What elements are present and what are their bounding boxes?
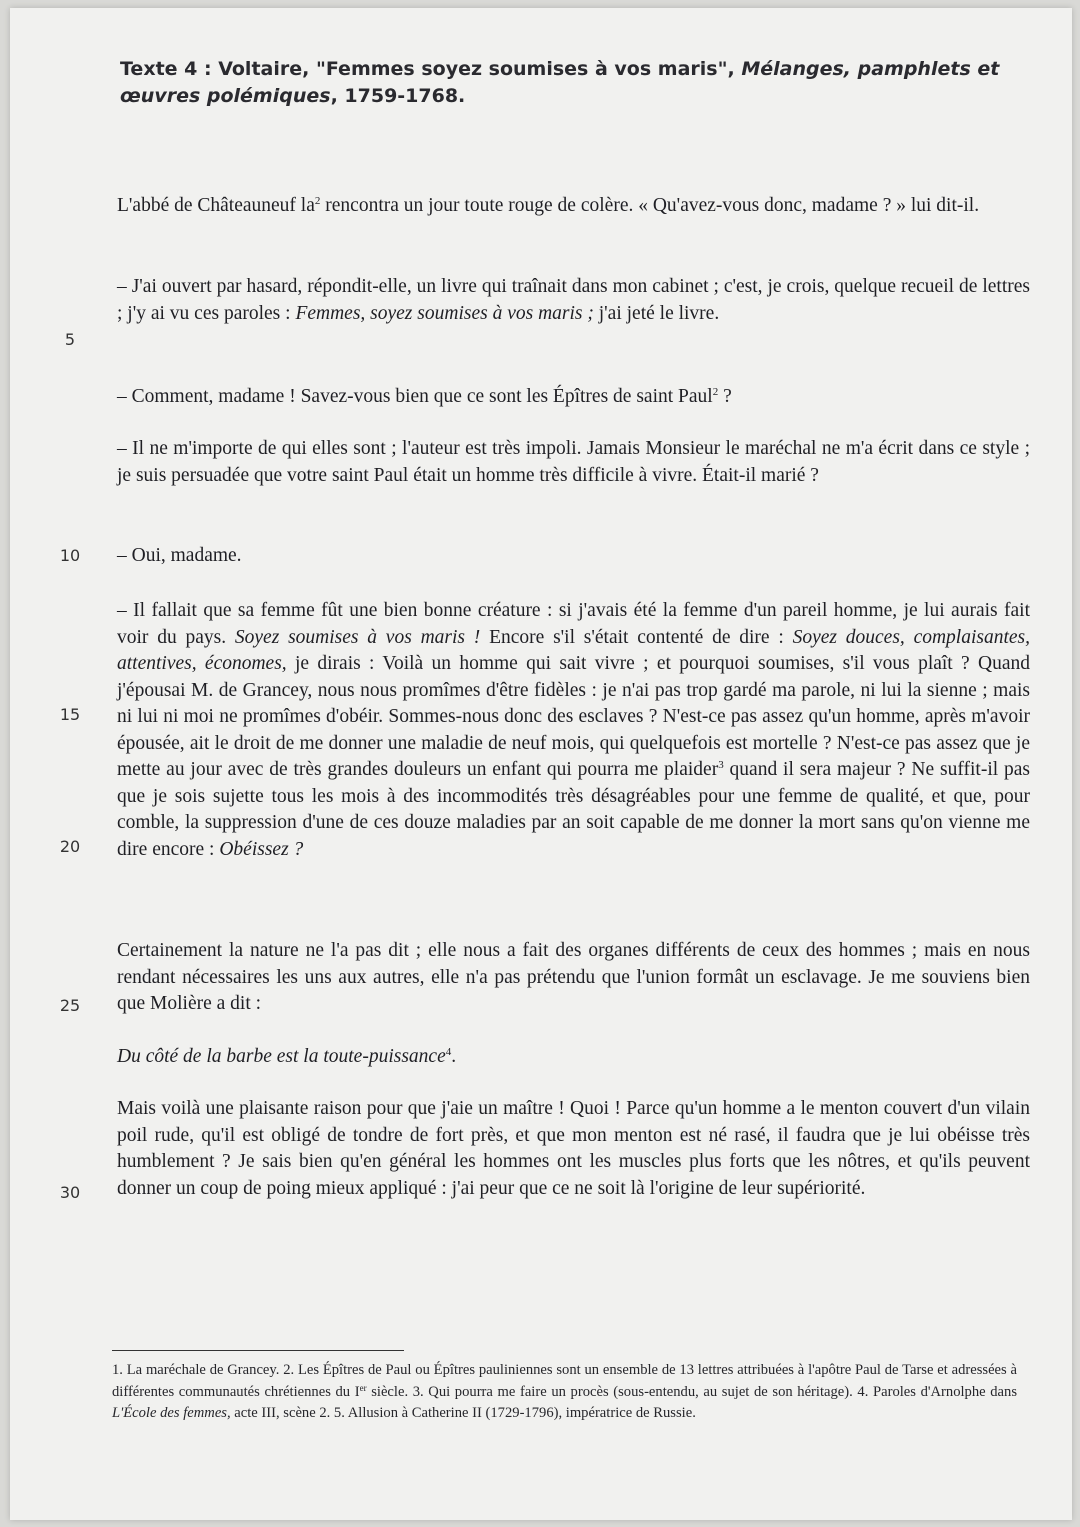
paragraph-text: – Il fallait que sa femme fût une bien bonne créature : si j'avais été la femme d'un pareil homme, je lui aurais fait voir du pays. [117,600,1030,648]
heading-date: , 1759-1768. [330,85,466,107]
paragraph-7: Certainement la nature ne l'a pas dit ; elle nous a fait des organes différents de ceux des hommes ; mais en nous rendant nécessaires les uns aux autres, elle n'a pas prétendu que l'union formât un esclavage. Je me souviens bien que Molière a dit : [117,940,1030,1014]
paragraph-8 [117,1044,1030,1071]
footnote-ref: 4 [445,1046,452,1058]
footnote-text: acte III, scène 2. 5. Allusion à Catherine II (1729-1796), impératrice de Russie. [230,1405,696,1421]
paragraph-text: – Comment, madame ! Savez-vous bien que ce sont les Épîtres de saint Paul [117,386,713,407]
document-page [10,8,1072,1520]
line-number: 25 [59,996,81,1015]
paragraph-text: rencontra un jour toute rouge de colère. « Qu'avez-vous donc, madame ? » lui dit-il. [320,195,980,216]
footnote-superscript: er [359,1382,367,1393]
line-number: 15 [59,705,81,724]
paragraph-5: – Oui, madame. [117,545,242,566]
paragraph-9: Mais voilà une plaisante raison pour que j'aie un maître ! Quoi ! Parce qu'un homme a le menton couvert d'un vilain poil rude, qu'il est obligé de tondre de fort près, et que mon menton est né rasé, il faudra que je lui obéisse très humblement ? Je sais bien qu'en général les hommes ont les muscles plus forts que les nôtres, et qu'ils peuvent donner un coup de poing mieux appliqué : j'ai peur que ce ne soit là l'origine de leur supériorité. [117,1098,1030,1199]
line-number: 30 [59,1183,81,1202]
paragraph-3 [117,384,1030,411]
paragraph-text: je dirais : Voilà un homme qui sait vivre ; et pourquoi soumises, s'il vous plaît ? Quand j'épousai M. de Grancey, nous nous promîmes d'être fidèles : je n'ai pas trop gardé ma parole, ni lui la sienne ; mais ni lui ni moi ne promîmes d'obéir. Sommes-nous donc des esclaves ? N'est-ce pas assez qu'un homme, après m'avoir épousée, ait le droit de me donner une maladie de neuf mois, qui quelquefois est mortelle ? N'est-ce pas assez que je mette au jour avec de très grandes douleurs un enfant qui pourra me plaider [117,653,1030,780]
heading-author-title: Texte 4 : Voltaire, "Femmes soyez soumises à vos maris", [120,58,742,80]
quoted-words: Femmes, soyez soumises à vos maris ; [295,302,594,324]
heading-work-title: Mélanges, pamphlets et œuvres polémiques [120,58,1000,107]
paragraph-text: . [451,1046,457,1067]
quoted-words: Obéissez ? [219,838,304,860]
paragraph-1 [117,193,1030,220]
paragraph-text: L'abbé de Châteauneuf la [117,195,315,216]
paragraph-text: j'ai jeté le livre. [593,302,720,324]
footnote-ref: 2 [712,386,719,398]
paragraph-text: ? [718,386,732,407]
paragraph-text: – J'ai ouvert par hasard, répondit-elle, un livre qui traînait dans mon cabinet ; c'est, je crois, quelque recueil de lettres ; j'y ai vu ces paroles : [117,276,1030,324]
quoted-words: Soyez douces, complaisantes, attentives, économes, [117,626,1031,674]
footnote-ref: 2 [314,195,321,207]
footnote-ref: 3 [718,759,724,771]
footnotes [112,1360,1017,1425]
paragraph-4: – Il ne m'importe de qui elles sont ; l'auteur est très impoli. Jamais Monsieur le maréchal ne m'a écrit dans ce style ; je suis persuadée que votre saint Paul était un homme très difficile à vivre. Était-il marié ? [117,438,1030,486]
line-number: 20 [59,837,81,856]
moliere-quote: Du côté de la barbe est la toute-puissance [117,1046,446,1067]
footnote-work-title: L'École des femmes, [112,1405,231,1421]
line-number: 10 [59,546,81,565]
footnote-divider [112,1350,404,1351]
text-heading [120,56,1035,110]
footnote-text: 1. La maréchale de Grancey. 2. Les Épîtres de Paul ou Épîtres pauliniennes sont un ensemble de 13 lettres attribuées à l'apôtre Paul de Tarse et adressées à différentes communautés chrétiennes du I [112,1362,1017,1400]
paragraph-text: Encore s'il s'était contenté de dire : [480,626,793,648]
line-number: 5 [64,330,76,349]
paragraph-text: quand il sera majeur ? Ne suffit-il pas que je sois sujette tous les mois à des incommodités très désagréables pour une femme de qualité, et que, pour comble, la suppression d'une de ces douze maladies par an soit capable de me donner la mort sans qu'on vienne me dire encore : [117,759,1030,860]
paragraph-2 [117,274,1030,327]
paragraph-6 [117,598,1030,863]
quoted-words: Soyez soumises à vos maris ! [234,626,481,648]
footnote-text: siècle. 3. Qui pourra me faire un procès (sous-entendu, au sujet de son héritage). 4. Paroles d'Arnolphe dans [366,1383,1017,1400]
